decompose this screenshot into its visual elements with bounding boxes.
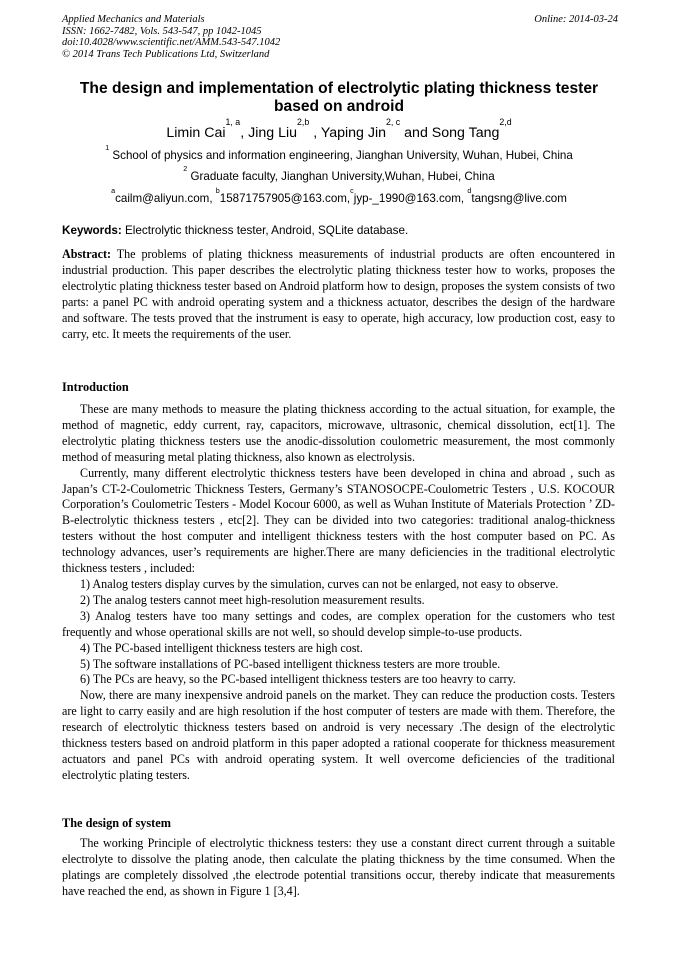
abstract-text: The problems of plating thickness measurements of industrial products are often encountered in industrial production. This paper describes the electrolytic plating thickness tester how to works, proposes the electrolytic plating thickness tester based on Android platform how to design, proposes the system consists of two parts: a panel PC with android operating system and a thickness actuator, describes the design of the hardware and software. The tests proved that the instrument is easy to operate, high accuracy, low production cost, easy to carry, etc. It meets the requirements of the user. — [62, 247, 615, 341]
author: Limin Cai$^{1, a}$, — [166, 117, 249, 141]
author-list — [62, 117, 616, 142]
keywords — [62, 224, 616, 238]
email-list: $^a$cailm@aliyun.com, $^b$15871757905@163.com,$^c$jyp-_1990@163.com, $^d$tangsng@live.com — [111, 185, 567, 205]
abstract — [62, 247, 615, 342]
paragraph: These are many methods to measure the plating thickness according to the actual situation, for example, the method of magnetic, eddy current, ray, capacitors, microwave, ultrasonic, chemical dissolution, ect[1]. The electrolytic plating thickness testers use the anodic-dissolution coulometric measurement, the most commonly method of measuring metal plating thickness, also known as electrolysis. — [62, 402, 615, 464]
affiliation: $^2$ Graduate faculty, Jianghan University,Wuhan, Hubei, China — [183, 163, 495, 183]
design-body — [62, 836, 615, 900]
list-item: 2) The analog testers cannot meet high-resolution measurement results. — [80, 592, 425, 607]
author: Jing Liu$^{2,b}$ , — [248, 117, 321, 141]
keywords-label: Keywords: — [62, 224, 122, 237]
section-heading: The design of system — [62, 816, 171, 830]
introduction-body — [62, 402, 615, 784]
online-date: Online: 2014-03-24 — [534, 14, 618, 25]
keywords-text: Electrolytic thickness tester, Android, SQLite database. — [121, 224, 409, 237]
journal-header — [62, 14, 618, 60]
list-item: 1) Analog testers display curves by the simulation, curves can not be enlarged, not easy to observe. — [80, 576, 559, 591]
affiliation: $^1$ School of physics and information engineering, Jianghan University, Wuhan, Hubei, China — [105, 142, 573, 162]
title-line: The design and implementation of electrolytic plating thickness tester — [79, 80, 599, 97]
list-item: 5) The software installations of PC-based intelligent thickness testers are more trouble. — [80, 656, 501, 671]
author: Song Tang$^{2,d}$ — [431, 117, 512, 141]
title-line: based on android — [274, 98, 404, 115]
author: Yaping Jin$^{2, c}$ and — [320, 117, 432, 141]
paper-title — [62, 80, 616, 116]
copyright-line: © 2014 Trans Tech Publications Ltd, Switzerland — [62, 48, 270, 60]
list-item: 6) The PCs are heavy, so the PC-based intelligent thickness testers are too heavry to carry. — [80, 672, 516, 687]
section-heading: Introduction — [62, 380, 129, 394]
paragraph: Currently, many different electrolytic thickness testers have been developed in china and abroad , such as Japan’s CT-2-Coulometric Thickness Testers, Germany’s STANOSOCPE-Coulometric Testers , U.S. KOCOUR Corporation’s Coulometric Testers - Model Kocour 6000, as well as Wuhan Institute of Materials Protection ’ ZD-B-electrolytic thickness testers , etc[2]. They can be divided into two categories: traditional analog-thickness testers without the host computer and intelligent thickness testers with the host computer based on PC. As technology advances, user’s requirements are higher.There are many deficiencies in the traditional electrolytic thickness testers , included: — [62, 465, 615, 576]
abstract-label: Abstract: — [62, 247, 112, 261]
issn-line: ISSN: 1662-7482, Vols. 543-547, pp 1042-1045 — [62, 25, 262, 37]
list-item: 3) Analog testers have too many settings and codes, are complex operation for the customers who test frequently and whose operational skills are not well, so should develop simple-to-use products. — [62, 608, 615, 639]
journal-name: Applied Mechanics and Materials — [62, 14, 205, 25]
doi-line: doi:10.4028/www.scientific.net/AMM.543-547.1042 — [62, 37, 281, 49]
paragraph: The working Principle of electrolytic thickness testers: they use a constant direct current through a suitable electrolyte to dissolve the plating anode, then calculate the plating thickness by the time consumed. When the platings are completely dissolved ,the electrode potential transitions occur, thereby indicate that measurements have reached the end, as shown in Figure 1 [3,4]. — [62, 836, 615, 898]
paragraph: Now, there are many inexpensive android panels on the market. They can reduce the production costs. Testers are light to carry easily and are high resolution if the host computer of testers are made with them. Therefore, the research of electrolytic thickness testers based on android is very necessary .The design of the electrolytic thickness testers based on android platform in this paper adopted a rational cooperate for thickness measurement actuators and panel PCs with android operating system. It well overcome deficiencies of the traditional electrolytic plating testers. — [62, 688, 615, 782]
list-item: 4) The PC-based intelligent thickness testers are high cost. — [80, 640, 363, 655]
